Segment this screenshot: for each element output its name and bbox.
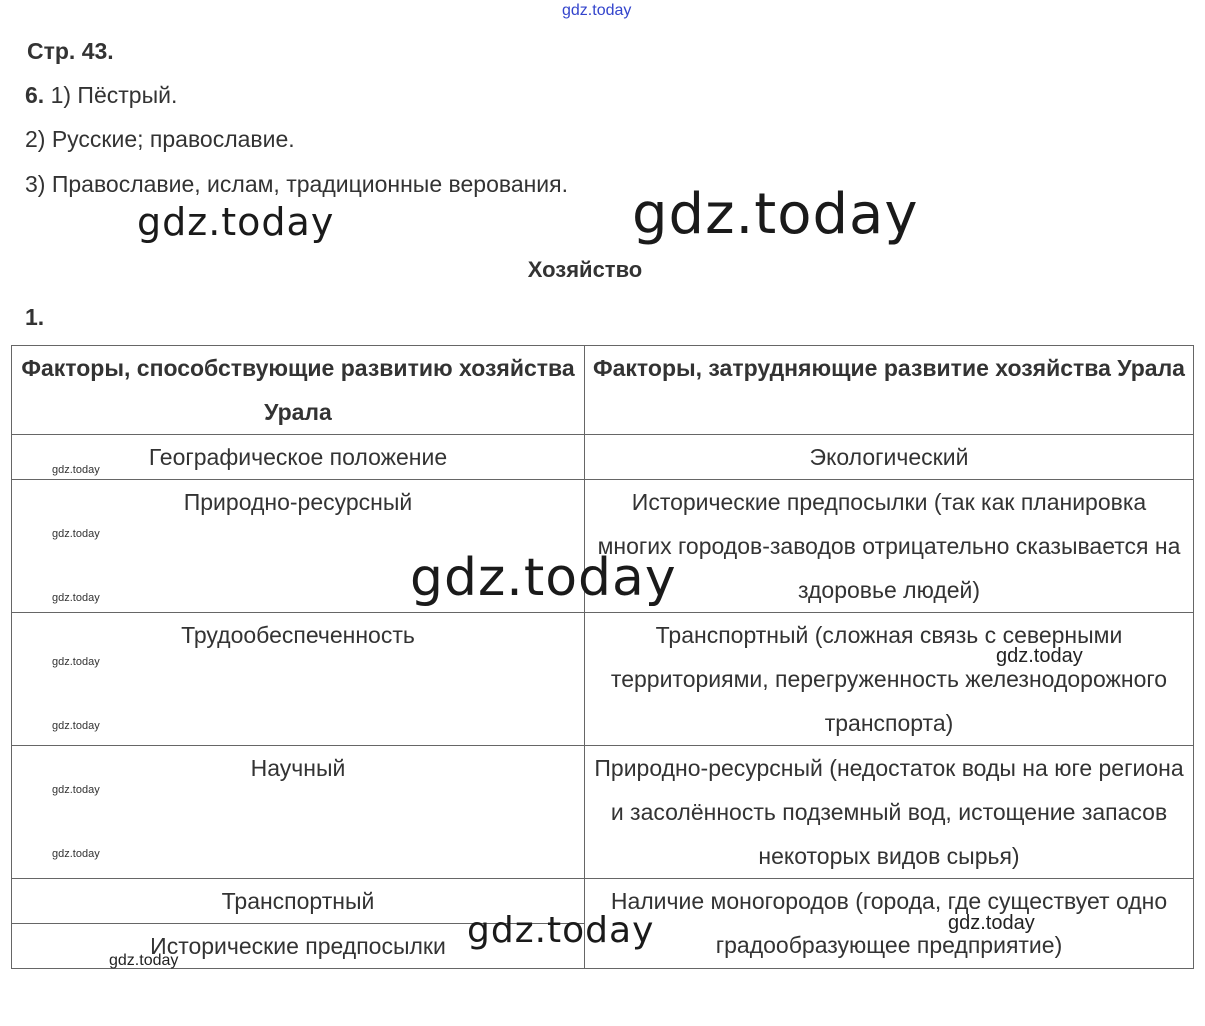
watermark-small: gdz.today — [52, 848, 100, 860]
table-cell-left: Научный — [12, 746, 585, 879]
watermark-large-4: gdz.today — [467, 910, 655, 951]
table-row — [12, 613, 1194, 746]
table-row — [12, 435, 1194, 480]
answer-6-number: 6. — [25, 82, 45, 108]
answer-6-line-2: 2) Русские; православие. — [25, 126, 295, 152]
table-cell-right: Транспортный (сложная связь с северными территориями, перегруженность железнодорожного транспорта) — [585, 613, 1194, 746]
watermark-large-2: gdz.today — [632, 182, 919, 247]
header-favorable-factors: Факторы, способствующие развитию хозяйства Урала — [12, 346, 585, 435]
watermark-large-1: gdz.today — [137, 200, 335, 244]
table-cell-left: Географическое положение — [12, 435, 585, 480]
watermark-small: gdz.today — [52, 464, 100, 476]
answer-6-line-1 — [25, 82, 177, 109]
table-cell-right: Экологический — [585, 435, 1194, 480]
header-hindering-factors: Факторы, затрудняющие развитие хозяйства Урала — [585, 346, 1194, 435]
watermark-medium-1: gdz.today — [996, 645, 1083, 667]
table-cell-left: Транспортный — [12, 879, 585, 924]
answer-6-line-3: 3) Православие, ислам, традиционные верования. — [25, 171, 569, 197]
section-title: Хозяйство — [527, 257, 643, 282]
table-cell-left: Природно-ресурсный — [12, 480, 585, 613]
table-cell-right: Наличие моногородов (города, где существует одно градообразующее предприятие) — [585, 879, 1194, 969]
table-cell-right: Природно-ресурсный (недостаток воды на юге региона и засолённость подземный вод, истощение запасов некоторых видов сырья) — [585, 746, 1194, 879]
task-number: 1. — [25, 304, 45, 330]
watermark-small: gdz.today — [52, 592, 100, 604]
answer-6-text-1: 1) Пёстрый. — [50, 82, 178, 108]
watermark-small: gdz.today — [52, 784, 100, 796]
watermark-small-bottom: gdz.today — [109, 952, 179, 969]
watermark-small: gdz.today — [52, 720, 100, 732]
table-header-row — [12, 346, 1194, 435]
watermark-top: gdz.today — [562, 2, 632, 19]
table-cell-right: Исторические предпосылки (так как планировка многих городов-заводов отрицательно сказывается на здоровье людей) — [585, 480, 1194, 613]
page-reference: Стр. 43. — [27, 38, 114, 64]
watermark-small: gdz.today — [52, 656, 100, 668]
table-cell-left: Исторические предпосылки — [12, 924, 585, 969]
watermark-small: gdz.today — [52, 528, 100, 540]
table-cell-left: Трудообеспеченность — [12, 613, 585, 746]
table-row — [12, 746, 1194, 879]
watermark-medium-2: gdz.today — [948, 912, 1035, 934]
watermark-large-3: gdz.today — [410, 548, 677, 608]
